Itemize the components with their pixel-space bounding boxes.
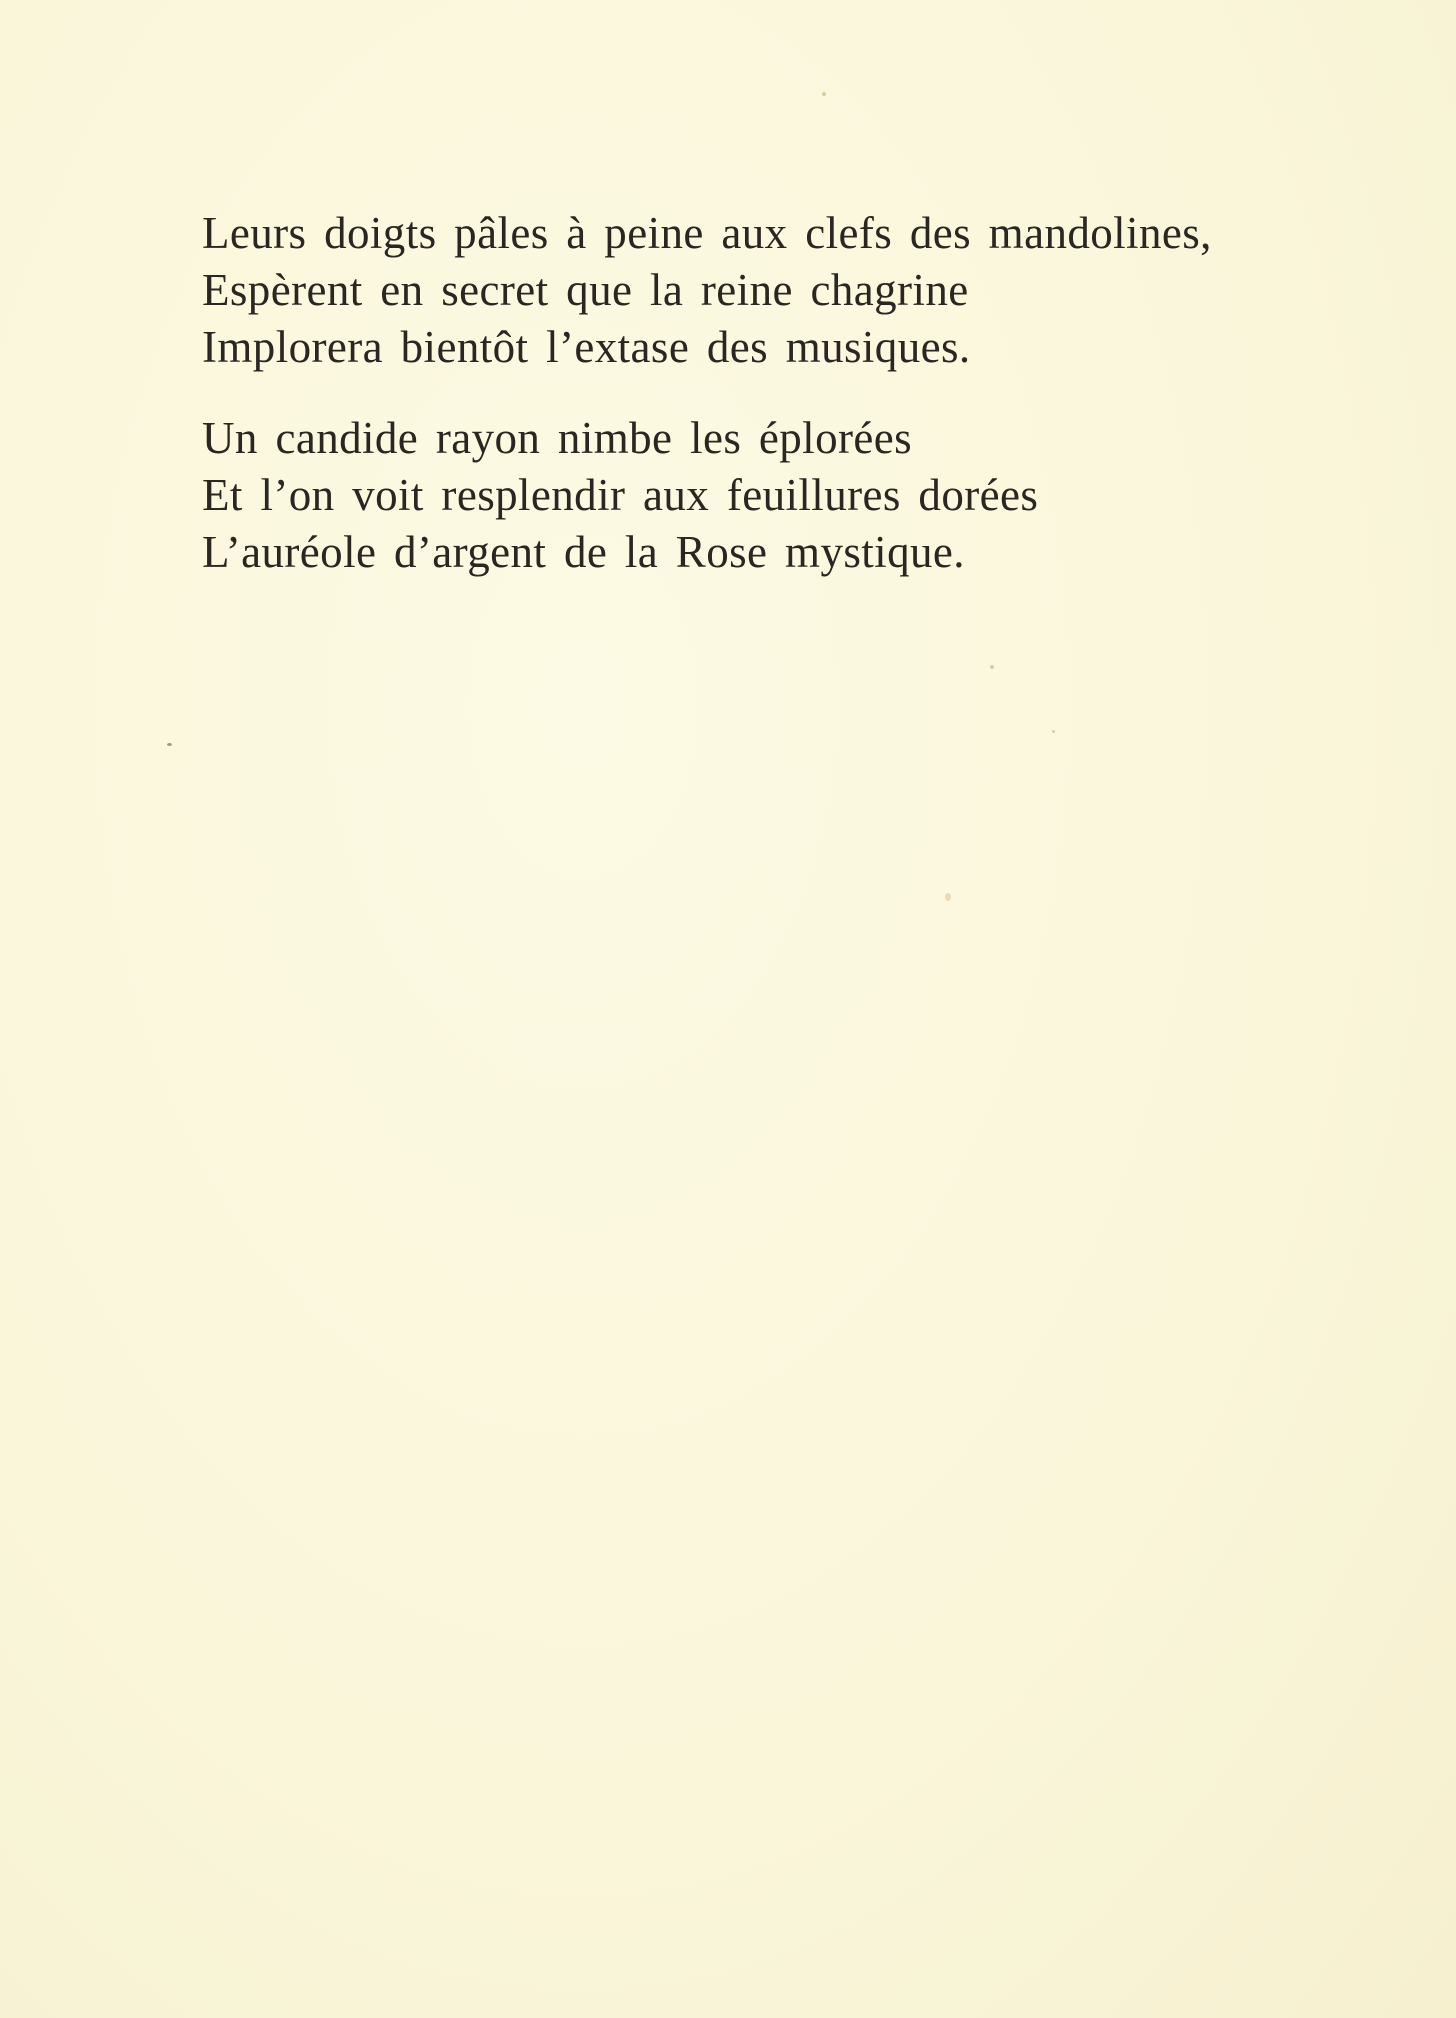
poem-line: L’auréole d’argent de la Rose mystique. bbox=[202, 527, 965, 577]
paper-speck bbox=[990, 665, 994, 669]
poem-line: Un candide rayon nimbe les éplorées bbox=[202, 413, 913, 463]
poem-text bbox=[202, 205, 1352, 615]
poem-line: Et l’on voit resplendir aux feuillures dorées bbox=[202, 470, 1039, 520]
paper-speck bbox=[822, 92, 826, 96]
stanza-2 bbox=[202, 410, 1352, 581]
poem-line: Leurs doigts pâles à peine aux clefs des mandolines, bbox=[202, 208, 1212, 258]
paper-speck bbox=[1052, 730, 1055, 733]
poem-line: Implorera bientôt l’extase des musiques. bbox=[202, 322, 971, 372]
poem-line: Espèrent en secret que la reine chagrine bbox=[202, 265, 969, 315]
stanza-1 bbox=[202, 205, 1352, 376]
paper-speck bbox=[945, 893, 951, 901]
paper-speck bbox=[167, 743, 172, 746]
